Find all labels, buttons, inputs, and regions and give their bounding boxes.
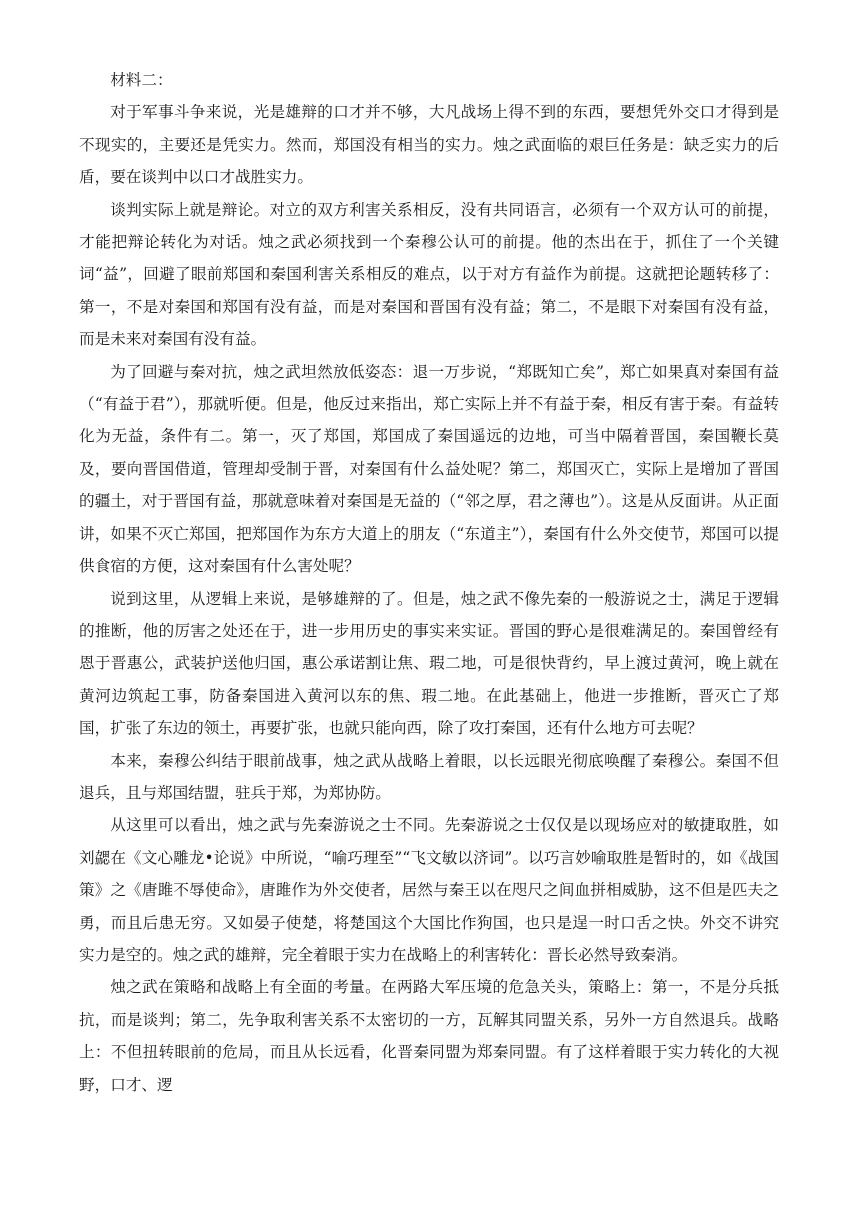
paragraph-3: 为了回避与秦对抗，烛之武坦然放低姿态：退一万步说，“郑既知亡矣”，郑亡如果真对秦国有益（“有益于君”），那就听便。但是，他反过来指出，郑亡实际上并不有益于秦，相反有害于秦。有益转化为无益，条件有二。第一，灭了郑国，郑国成了秦国遥远的边地，可当中隔着晋国，秦国鞭长莫及，要向晋国借道，管理却受制于晋，对秦国有什么益处呢？第二，郑国灭亡，实际上是增加了晋国的疆土，对于晋国有益，那就意味着对秦国是无益的（“邻之厚，君之薄也”）。这是从反面讲。从正面讲，如果不灭亡郑国，把郑国作为东方大道上的朋友（“东道主”），秦国有什么外交使节，郑国可以提供食宿的方便，这对秦国有什么害处呢？	[79, 362, 779, 576]
paragraph-5: 本来，秦穆公纠结于眼前战事，烛之武从战略上着眼，以长远眼光彻底唤醒了秦穆公。秦国不但退兵，且与郑国结盟，驻兵于郑，为郑协防。	[79, 751, 779, 802]
paragraph-1: 对于军事斗争来说，光是雄辩的口才并不够，大凡战场上得不到的东西，要想凭外交口才得到是不现实的，主要还是凭实力。然而，郑国没有相当的实力。烛之武面临的艰巨任务是：缺乏实力的后盾，要在谈判中以口才战胜实力。	[79, 103, 779, 187]
paragraph-2: 谈判实际上就是辩论。对立的双方利害关系相反，没有共同语言，必须有一个双方认可的前提，才能把辩论转化为对话。烛之武必须找到一个秦穆公认可的前提。他的杰出在于，抓住了一个关键词“益”，回避了眼前郑国和秦国利害关系相反的难点，以于对方有益作为前提。这就把论题转移了：第一，不是对秦国和郑国有没有益，而是对秦国和晋国有没有益；第二，不是眼下对秦国有没有益，而是未来对秦国有没有益。	[79, 200, 779, 349]
document-page	[79, 64, 779, 1101]
section-heading: 材料二：	[110, 71, 173, 89]
paragraph-7: 烛之武在策略和战略上有全面的考量。在两路大军压境的危急关头，策略上：第一，不是分兵抵抗，而是谈判；第二，先争取利害关系不太密切的一方，瓦解其同盟关系，另外一方自然退兵。战略上：不但扭转眼前的危局，而且从长远看，化晋秦同盟为郑秦同盟。有了这样着眼于实力转化的大视野，口才、逻	[79, 978, 779, 1094]
paragraph-6: 从这里可以看出，烛之武与先秦游说之士不同。先秦游说之士仅仅是以现场应对的敏捷取胜，如刘勰在《文心雕龙•论说》中所说，“喻巧理至”“飞文敏以济词”。以巧言妙喻取胜是暂时的，如《战国策》之《唐雎不辱使命》，唐雎作为外交使者，居然与秦王以在咫尺之间血拼相威胁，这不但是匹夫之勇，而且后患无穷。又如晏子使楚，将楚国这个大国比作狗国，也只是逞一时口舌之快。外交不讲究实力是空的。烛之武的雄辩，完全着眼于实力在战略上的利害转化：晋长必然导致秦消。	[79, 816, 779, 964]
paragraph-4: 说到这里，从逻辑上来说，是够雄辩的了。但是，烛之武不像先秦的一般游说之士，满足于逻辑的推断，他的厉害之处还在于，进一步用历史的事实来实证。晋国的野心是很难满足的。秦国曾经有恩于晋惠公，武装护送他归国，惠公承诺割让焦、瑕二地，可是很快背约，早上渡过黄河，晚上就在黄河边筑起工事，防备秦国进入黄河以东的焦、瑕二地。在此基础上，他进一步推断，晋灭亡了郑国，扩张了东边的领土，再要扩张，也就只能向西，除了攻打秦国，还有什么地方可去呢？	[79, 589, 779, 738]
